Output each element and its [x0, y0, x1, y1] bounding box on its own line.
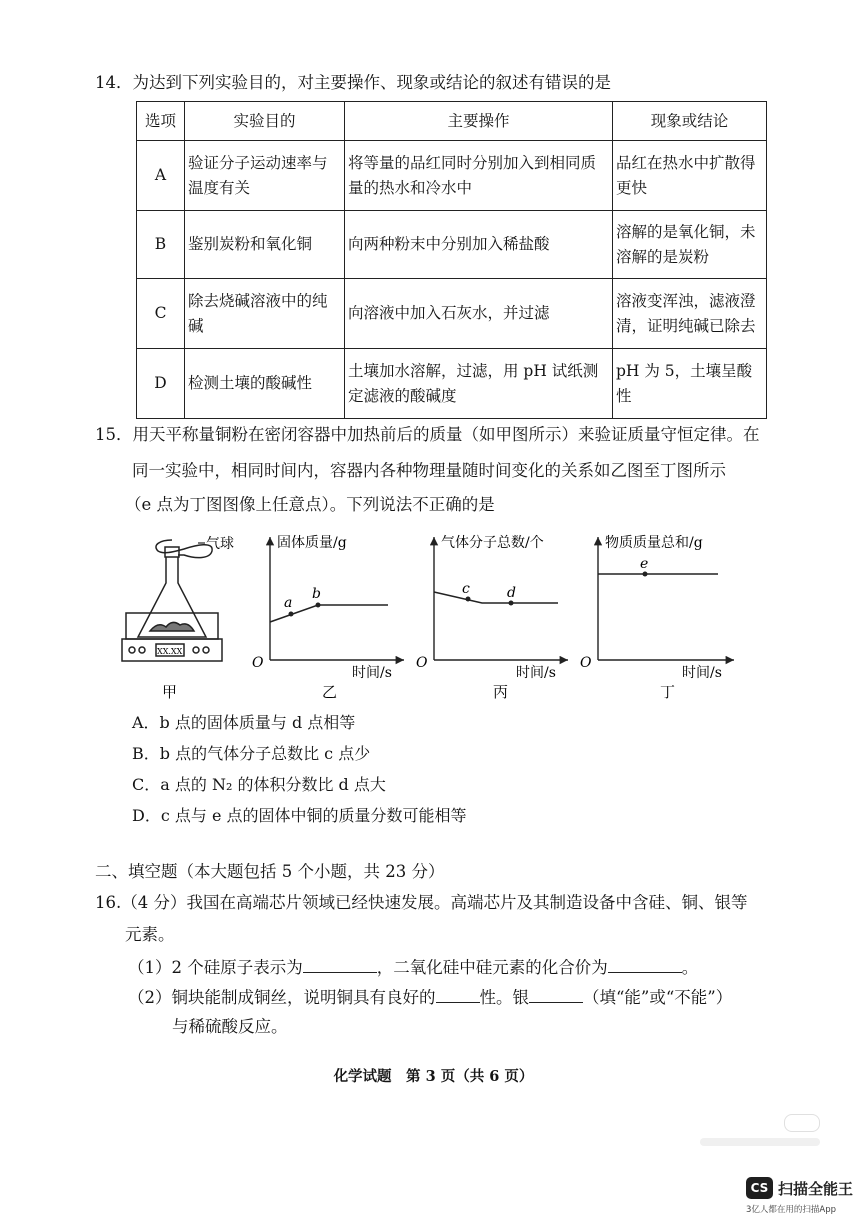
q15-line2: 同一实验中，相同时间内，容器内各种物理量随时间变化的关系如乙图至丁图所示	[132, 461, 726, 480]
q16-part1-text-c: 。	[681, 958, 699, 977]
origin-label: O	[416, 655, 428, 671]
answer-blank[interactable]	[608, 956, 682, 973]
row-purpose: 验证分子运动速率与温度有关	[185, 141, 345, 211]
scanner-name: 扫描全能王	[778, 1180, 854, 1198]
scanner-tagline: 3亿人都在用的扫描App	[746, 1205, 837, 1215]
watermark-bar	[700, 1138, 820, 1146]
label-b: b	[312, 586, 321, 602]
row-option: D	[137, 349, 185, 419]
row-purpose: 鉴别炭粉和氧化铜	[185, 211, 345, 279]
balance-button	[193, 647, 199, 653]
apparatus-figure	[122, 540, 222, 661]
q15-option-d: D．c 点与 e 点的固体中铜的质量分数可能相等	[132, 806, 467, 825]
row-result: 品红在热水中扩散得更快	[613, 141, 767, 211]
table-row	[137, 349, 767, 419]
page-footer: 化学试题 第 3 页（共 6 页）	[333, 1068, 534, 1085]
q15-line3: （e 点为丁图图像上任意点）。下列说法不正确的是	[125, 495, 495, 514]
point-e	[643, 572, 648, 577]
q16-part2-text-c: （填“能”或“不能”）	[583, 988, 733, 1007]
chart-ding	[580, 534, 734, 701]
header-option: 选项	[137, 102, 185, 141]
header-result: 现象或结论	[613, 102, 767, 141]
row-operation: 将等量的品红同时分别加入到相同质量的热水和冷水中	[345, 141, 613, 211]
row-option: B	[137, 211, 185, 279]
q16-part2-text-b: 性。银	[479, 988, 529, 1007]
header-purpose: 实验目的	[185, 102, 345, 141]
label-a: a	[284, 595, 293, 611]
answer-blank[interactable]	[436, 986, 480, 1003]
caption-ding: 丁	[660, 683, 676, 701]
row-result: 溶液变浑浊，滤液澄清，证明纯碱已除去	[613, 279, 767, 349]
xlabel: 时间/s	[352, 665, 392, 681]
q16-part2	[128, 986, 732, 1009]
q16-line2: 元素。	[125, 925, 175, 944]
ylabel: 固体质量/g	[277, 535, 347, 551]
header-operation: 主要操作	[345, 102, 613, 141]
watermark-stamp	[784, 1114, 820, 1132]
q16-part2-text-a: （2）铜块能制成铜丝，说明铜具有良好的	[128, 988, 436, 1007]
row-purpose: 除去烧碱溶液中的纯碱	[185, 279, 345, 349]
q16-part2-line2: 与稀硫酸反应。	[172, 1017, 288, 1036]
ylabel: 物质质量总和/g	[605, 535, 703, 551]
point-c	[466, 597, 471, 602]
row-purpose: 检测土壤的酸碱性	[185, 349, 345, 419]
q16-part1-text-a: （1）2 个硅原子表示为	[128, 958, 303, 977]
row-result: 溶解的是氧化铜，未溶解的是炭粉	[613, 211, 767, 279]
xlabel: 时间/s	[682, 665, 722, 681]
row-option: C	[137, 279, 185, 349]
point-d	[509, 601, 514, 606]
caption-jia: 甲	[162, 683, 178, 701]
point-a	[289, 612, 294, 617]
label-e: e	[640, 556, 649, 572]
q15-line1: 15．用天平称量铜粉在密闭容器中加热前后的质量（如甲图所示）来验证质量守恒定律。在	[95, 425, 760, 444]
row-operation: 土壤加水溶解，过滤，用 pH 试纸测定滤液的酸碱度	[345, 349, 613, 419]
section-title: 二、填空题（本大题包括 5 个小题，共 23 分）	[95, 862, 445, 881]
point-b	[316, 603, 321, 608]
answer-blank[interactable]	[529, 986, 583, 1003]
q15-option-c: C．a 点的 N₂ 的体积分数比 d 点大	[132, 775, 386, 794]
label-d: d	[507, 585, 516, 601]
caption-yi: 乙	[322, 683, 338, 701]
chart-bing	[416, 534, 568, 701]
copper-powder	[150, 622, 194, 631]
q16-line1: 16.（4 分）我国在高端芯片领域已经快速发展。高端芯片及其制造设备中含硅、铜、银等	[95, 893, 748, 912]
row-result: pH 为 5，土壤呈酸性	[613, 349, 767, 419]
balance-button	[129, 647, 135, 653]
origin-label: O	[580, 655, 592, 671]
origin-label: O	[252, 655, 264, 671]
answer-blank[interactable]	[303, 956, 377, 973]
balance-display-text: XX.XX	[157, 647, 183, 656]
q15-figures	[0, 525, 867, 705]
q16-part1-text-b: ，二氧化硅中硅元素的化合价为	[376, 958, 608, 977]
q15-option-a: A．b 点的固体质量与 d 点相等	[132, 713, 356, 732]
balloon-label: 气球	[206, 536, 234, 552]
row-operation: 向两种粉末中分别加入稀盐酸	[345, 211, 613, 279]
ylabel: 气体分子总数/个	[441, 535, 544, 551]
caption-bing: 丙	[493, 683, 509, 701]
q16-part1	[128, 956, 698, 979]
label-c: c	[462, 581, 470, 597]
balance-button	[203, 647, 209, 653]
q14-stem: 14．为达到下列实验目的，对主要操作、现象或结论的叙述有错误的是	[95, 73, 611, 92]
row-option: A	[137, 141, 185, 211]
table-header-row	[137, 102, 767, 141]
balance-button	[139, 647, 145, 653]
chart-yi	[252, 534, 404, 701]
table-row	[137, 279, 767, 349]
table-row	[137, 211, 767, 279]
xlabel: 时间/s	[516, 665, 556, 681]
q15-option-b: B．b 点的气体分子总数比 c 点少	[132, 744, 371, 763]
scanner-logo: CS	[746, 1177, 773, 1199]
table-row	[137, 141, 767, 211]
row-operation: 向溶液中加入石灰水，并过滤	[345, 279, 613, 349]
curve-gas-molecules	[434, 592, 558, 603]
q14-table	[136, 101, 767, 419]
